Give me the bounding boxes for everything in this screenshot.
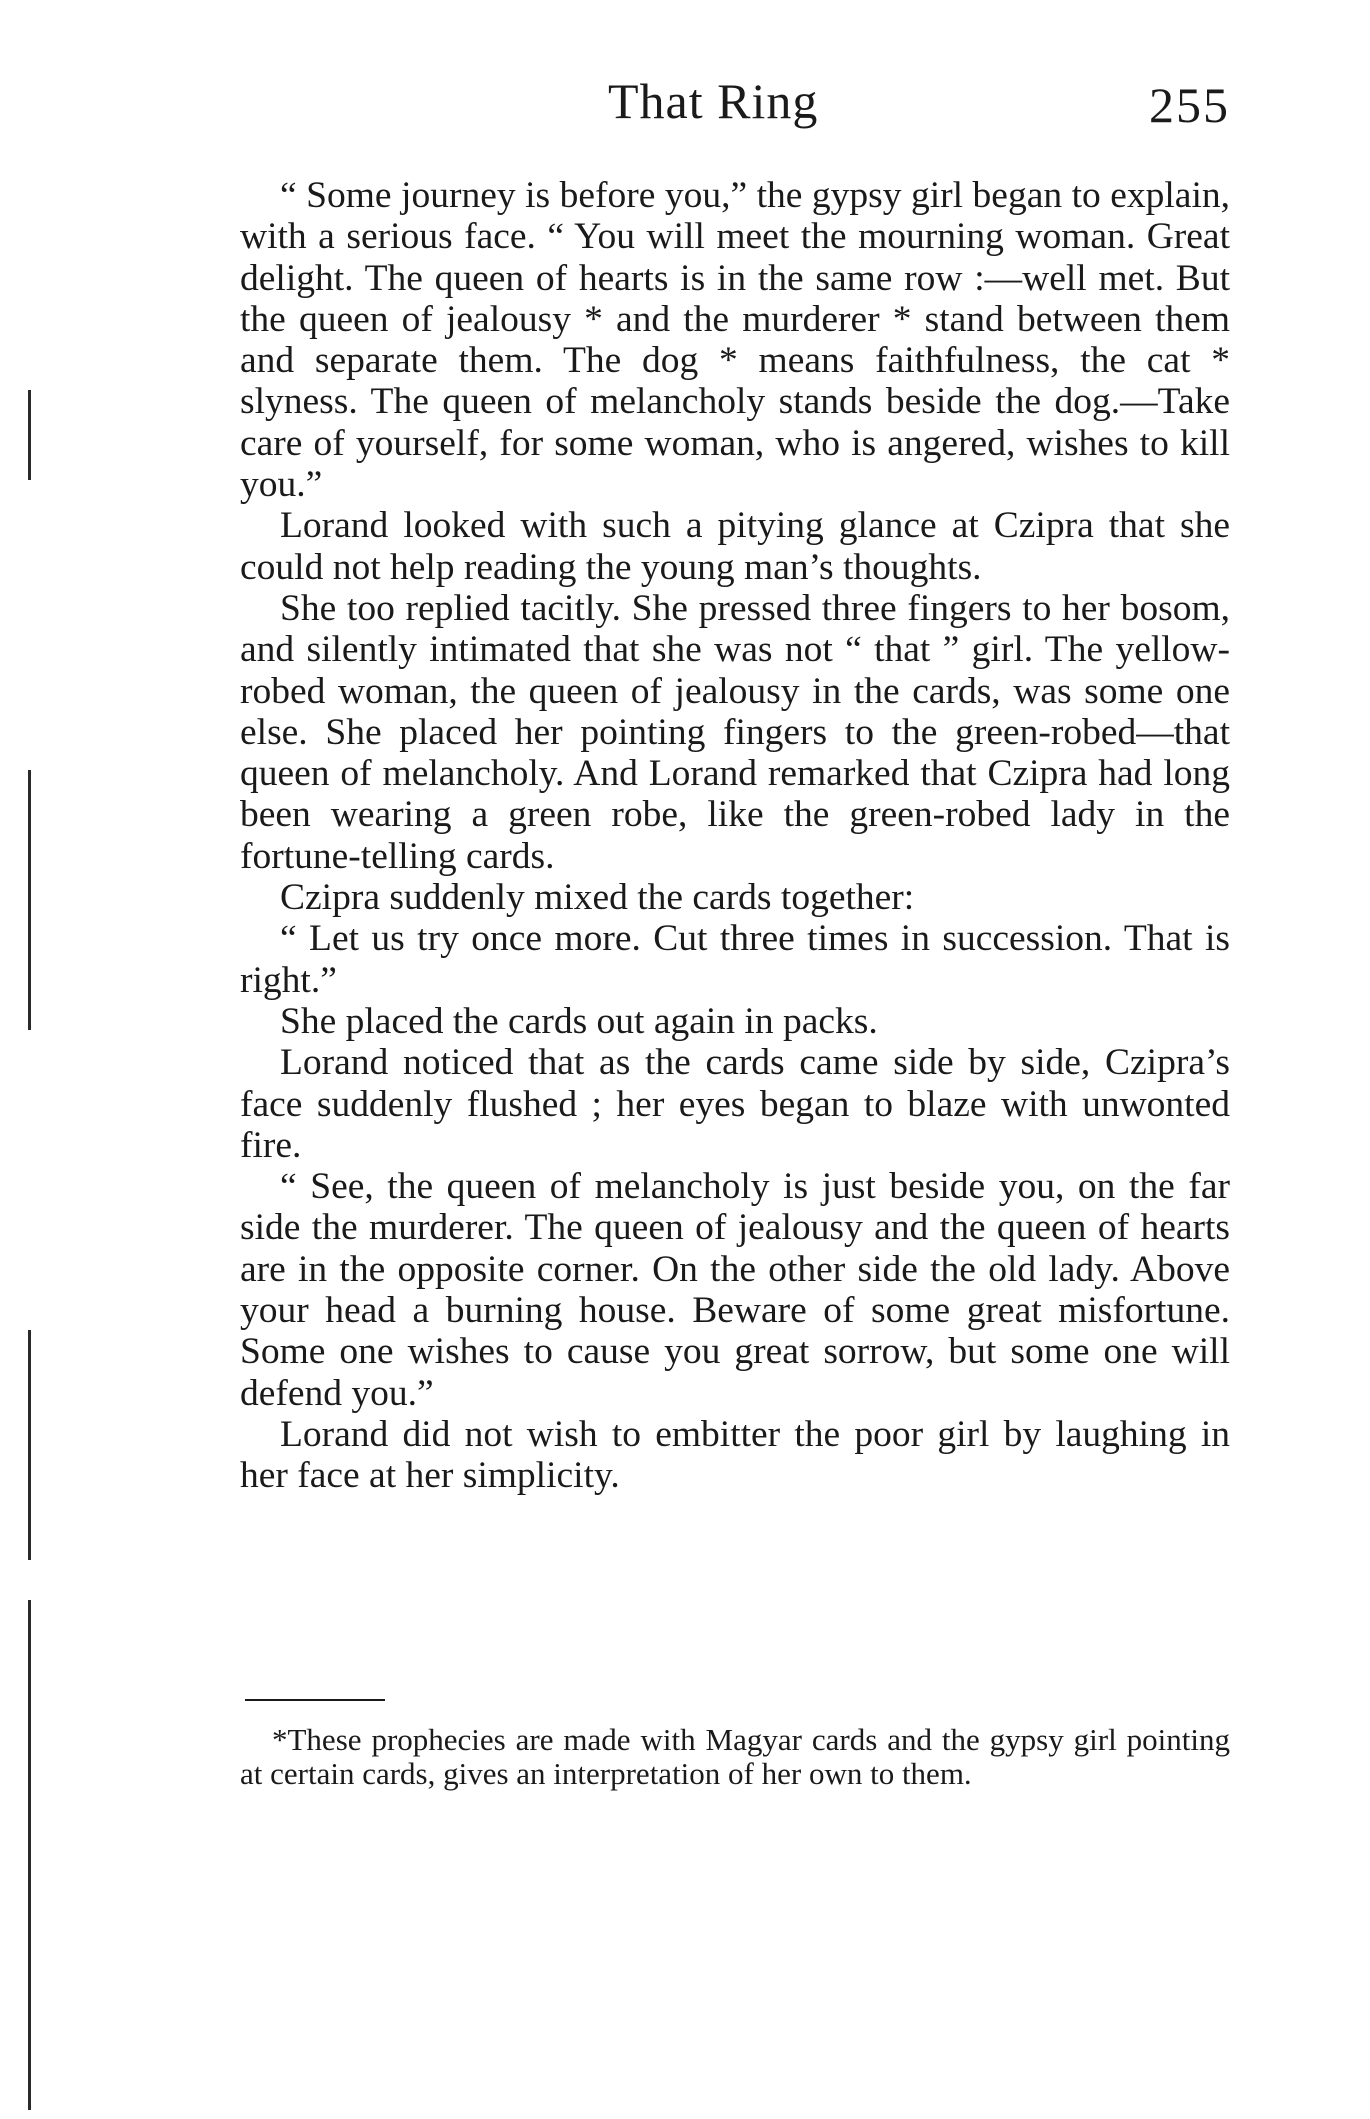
scan-edge-mark bbox=[28, 1600, 31, 2110]
scan-edge-mark bbox=[28, 770, 31, 1030]
body-text bbox=[240, 175, 1230, 1497]
running-head: That Ring bbox=[608, 73, 819, 129]
footnote-text: *These prophecies are made with Magyar cards and the gypsy girl pointing at certain cards, gives an interpretation of her own to them. bbox=[240, 1722, 1230, 1791]
scan-edge-mark bbox=[28, 1330, 31, 1560]
paragraph: “ See, the queen of melancholy is just beside you, on the far side the murderer. The queen of jealousy and the queen of hearts are in the opposite corner. On the other side the old lady. Above your head a burning house. Beware of some great misfortune. Some one wishes to cause you great sorrow, but some one will defend you.” bbox=[240, 1166, 1230, 1414]
scan-edge-mark bbox=[28, 390, 31, 480]
paragraph: Lorand looked with such a pitying glance at Czipra that she could not help reading the young man’s thoughts. bbox=[240, 505, 1230, 588]
paragraph: She too replied tacitly. She pressed three fingers to her bosom, and silently intimated that she was not “ that ” girl. The yellow-robed woman, the queen of jealousy in the cards, was some one else. She placed her pointing fingers to the green-robed—that queen of melancholy. And Lorand remarked that Czipra had long been wearing a green robe, like the green-robed lady in the fortune-telling cards. bbox=[240, 587, 1230, 877]
paragraph: “ Some journey is before you,” the gypsy girl began to explain, with a serious face. “ You will meet the mourning woman. Great delight. The queen of hearts is in the same row :—well met. But the queen of jealousy * and the murderer * stand between them and separate them. The dog * means faithfulness, the cat * slyness. The queen of melancholy stands beside the dog.—Take care of yourself, for some woman, who is angered, wishes to kill you.” bbox=[240, 175, 1230, 506]
paragraph: Czipra suddenly mixed the cards together: bbox=[280, 877, 915, 919]
page-header bbox=[240, 72, 1230, 142]
paragraph: Lorand did not wish to embitter the poor girl by laughing in her face at her simplicity. bbox=[240, 1413, 1230, 1497]
paragraph: “ Let us try once more. Cut three times in succession. That is right.” bbox=[240, 918, 1230, 1001]
paragraph: Lorand noticed that as the cards came side by side, Czipra’s face suddenly flushed ; her eyes began to blaze with unwonted fire. bbox=[240, 1042, 1230, 1166]
footnote-rule bbox=[245, 1699, 385, 1701]
page-number: 255 bbox=[1149, 77, 1230, 133]
footnote bbox=[240, 1723, 1230, 1791]
paragraph: She placed the cards out again in packs. bbox=[280, 1000, 878, 1042]
